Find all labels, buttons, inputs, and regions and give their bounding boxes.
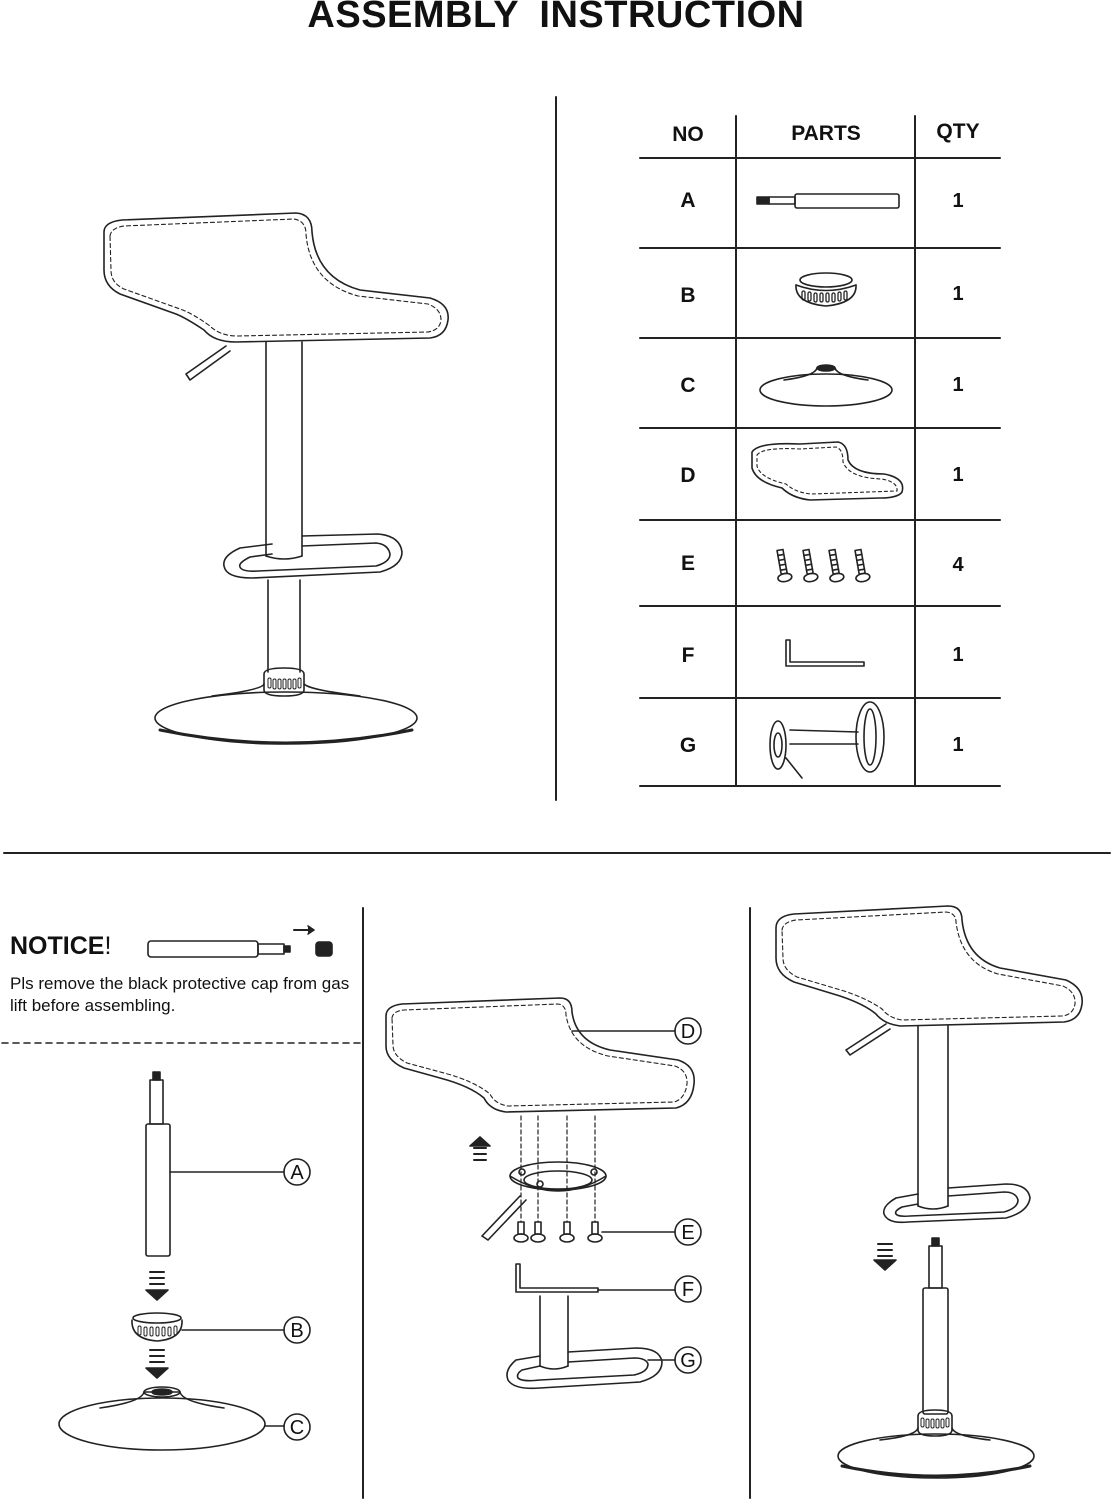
- row-b-qty: 1: [952, 283, 964, 305]
- row-a-no: A: [680, 189, 696, 212]
- step2-callout-g: G: [680, 1350, 696, 1372]
- row-e-qty: 4: [952, 554, 964, 576]
- row-e-no: E: [680, 552, 695, 575]
- step3-drawing: [776, 906, 1082, 1478]
- step2-callout-d: D: [680, 1021, 696, 1043]
- cover-ring-icon: [796, 273, 856, 306]
- row-b-no: B: [680, 284, 696, 307]
- seat-icon: [752, 442, 903, 500]
- header-parts: PARTS: [791, 122, 861, 145]
- step2-callout-e: E: [681, 1222, 695, 1244]
- header-qty: QTY: [936, 120, 980, 143]
- allen-key-icon: [786, 640, 864, 666]
- row-f-no: F: [681, 644, 695, 667]
- row-g-qty: 1: [952, 734, 964, 756]
- notice-text: Pls remove the black protective cap from gas lift before assembling.: [10, 974, 350, 1015]
- notice-title: NOTICE!: [10, 932, 112, 960]
- notice-gas-lift-icon: [148, 926, 332, 957]
- step1-callout-a: A: [290, 1162, 304, 1184]
- footrest-mechanism-icon: [770, 702, 884, 778]
- screws-icon: [773, 549, 870, 583]
- page-title: ASSEMBLY INSTRUCTION: [307, 0, 805, 36]
- row-d-qty: 1: [952, 464, 964, 486]
- stool-full-drawing: [104, 213, 448, 744]
- row-f-qty: 1: [952, 644, 964, 666]
- step2-callout-f: F: [681, 1279, 695, 1301]
- row-a-qty: 1: [952, 190, 964, 212]
- parts-table-grid: [640, 116, 1000, 786]
- row-g-no: G: [679, 734, 697, 757]
- step1-callout-b: B: [290, 1320, 304, 1342]
- step1-callout-c: C: [289, 1417, 305, 1439]
- row-d-no: D: [680, 464, 696, 487]
- row-c-qty: 1: [952, 374, 964, 396]
- step2-drawing: [386, 998, 701, 1388]
- gas-lift-icon: [757, 194, 899, 208]
- base-plate-icon: [760, 365, 892, 406]
- step1-drawing: [59, 1072, 310, 1450]
- row-c-no: C: [680, 374, 696, 397]
- header-no: NO: [672, 123, 704, 146]
